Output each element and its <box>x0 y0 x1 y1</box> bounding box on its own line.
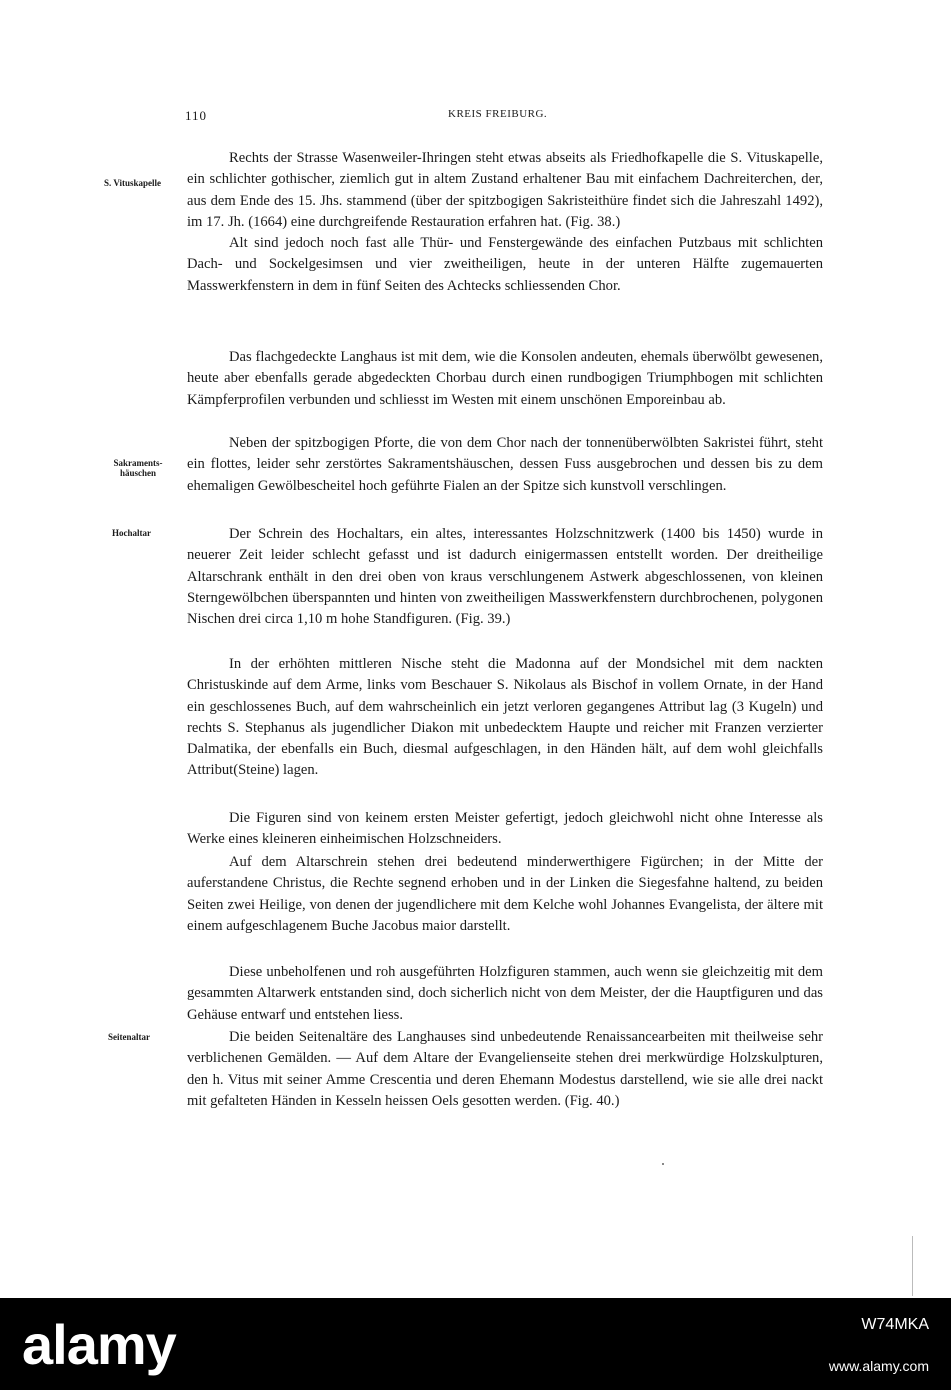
margin-note-hochaltar: Hochaltar <box>112 528 151 538</box>
paragraph-2: Alt sind jedoch noch fast alle Thür- und Fenstergewände des einfachen Putzbaus mit schlichten Dach- und Sockelgesimsen und vier zweitheiligen, heute in der unteren Hälfte zugemauerten Masswerkfenstern in dem in fünf Seiten des Achtecks schliessenden Chor. <box>187 235 823 294</box>
margin-note-sakramentshaeuschen: Sakraments- häuschen <box>113 458 163 478</box>
margin-note-vituskapelle: S. Vituskapelle <box>104 178 162 188</box>
alamy-logo: alamy <box>22 1313 176 1376</box>
image-id: W74MKA <box>861 1316 929 1333</box>
paragraph-9: Diese unbeholfenen und roh ausgeführten Holzfiguren stammen, auch wenn sie gleichzeitig mit dem gesammten Altarwerk entstanden sind, doch sicherlich nicht von dem Meister, der die Hauptfiguren und das Gehäuse entwarf und entstehen liess. <box>187 964 823 1023</box>
paragraph-10: Die beiden Seitenaltäre des Langhauses sind unbedeutende Renaissancearbeiten mit theilweise sehr verblichenen Gemälden. — Auf dem Altare der Evangelienseite stehen drei merkwürdige Holzskulpturen, den h. Vitus mit seiner Amme Crescentia und deren Ehemann Modestus darstellend, wie sie alle drei nackt mit gefalteten Händen in Kesseln heissen Oels gesotten werden. (Fig. 40.) <box>187 1029 823 1109</box>
paragraph-7: Die Figuren sind von keinem ersten Meister gefertigt, jedoch gleichwohl nicht ohne Interesse als Werke eines kleineren einheimischen Holzschneiders. <box>187 810 823 848</box>
paragraph-3: Das flachgedeckte Langhaus ist mit dem, wie die Konsolen andeuten, ehemals überwölbt gewesenen, heute aber ebenfalls gerade abgedeckten Chorbau durch einen rundbogigen Triumphbogen mit schlichten Kämpferprofilen verbunden und schliesst im Westen mit einem unschönen Emporeinbau ab. <box>187 349 823 408</box>
scan-speck <box>662 1163 664 1165</box>
scan-edge-mark <box>912 1236 913 1296</box>
margin-note-seitenaltar: Seitenaltar <box>108 1032 150 1042</box>
paragraph-6: In der erhöhten mittleren Nische steht die Madonna auf der Mondsichel mit dem nackten Christuskinde auf dem Arme, links vom Beschauer S. Nikolaus als Bischof in vollem Ornate, in der Hand ein geschlossenes Buch, auf dem wahrscheinlich ein jetzt verloren gegangenes Attribut lag (3 Kugeln) und rechts S. Stephanus als jugendlicher Diakon mit unbedecktem Haupte und reicher mit Franzen verzierter Dalmatika, der ebenfalls ein Buch, diesmal aufgeschlagen, in den Händen hält, auf dem wohl gleichfalls Attribut(Steine) lagen. <box>187 656 823 779</box>
watermark-banner <box>0 1298 951 1390</box>
paragraph-1: Rechts der Strasse Wasenweiler-Ihringen steht etwas abseits als Friedhofkapelle die S. Vituskapelle, ein schlichter gothischer, ziemlich gut in altem Zustand erhaltener Bau mit einfachem Dachreiterchen, der, aus dem Ende des 15. Jhs. stammend (über der spitzbogigen Sakristeithüre findet sich die Jahreszahl 1492), im 17. Jh. (1664) eine durchgreifende Restauration erfahren hat. (Fig. 38.) <box>187 150 823 230</box>
page-number: 110 <box>185 108 208 123</box>
watermark-url: www.alamy.com <box>828 1358 929 1374</box>
running-header: KREIS FREIBURG. <box>448 108 548 120</box>
paragraph-5: Der Schrein des Hochaltars, ein altes, interessantes Holzschnitzwerk (1400 bis 1450) wurde in neuerer Zeit leider schlecht gefasst und ist dadurch einigermassen entstellt worden. Der dreitheilige Altarschrank enthält in den drei oben von kraus verschlungenem Astwerk abgeschlossenen, von kleinen Sterngewölbchen überspannten und hinten von zweitheiligen Masswerkfenstern durchbrochenen, polygonen Nischen drei circa 1,10 m hohe Standfiguren. (Fig. 39.) <box>187 526 823 628</box>
paragraph-4: Neben der spitzbogigen Pforte, die von dem Chor nach der tonnenüberwölbten Sakristei führt, steht ein flottes, leider sehr zerstörtes Sakramentshäuschen, dessen Fuss ausgebrochen und dessen bis zu dem ehemaligen Gewölbescheitel hoch geführte Fialen an der Spitze sich kunstvoll verschlingen. <box>187 435 823 494</box>
paragraph-8: Auf dem Altarschrein stehen drei bedeutend minderwerthigere Figürchen; in der Mitte der auferstandene Christus, die Rechte segnend erhoben und in der Linken die Siegesfahne haltend, zu beiden Seiten zwei Heilige, von denen der jugendlichere mit dem Kelche wohl Johannes Evangelista, der ältere mit einem aufgeschlagenem Buche Jacobus maior darstellt. <box>187 854 823 934</box>
